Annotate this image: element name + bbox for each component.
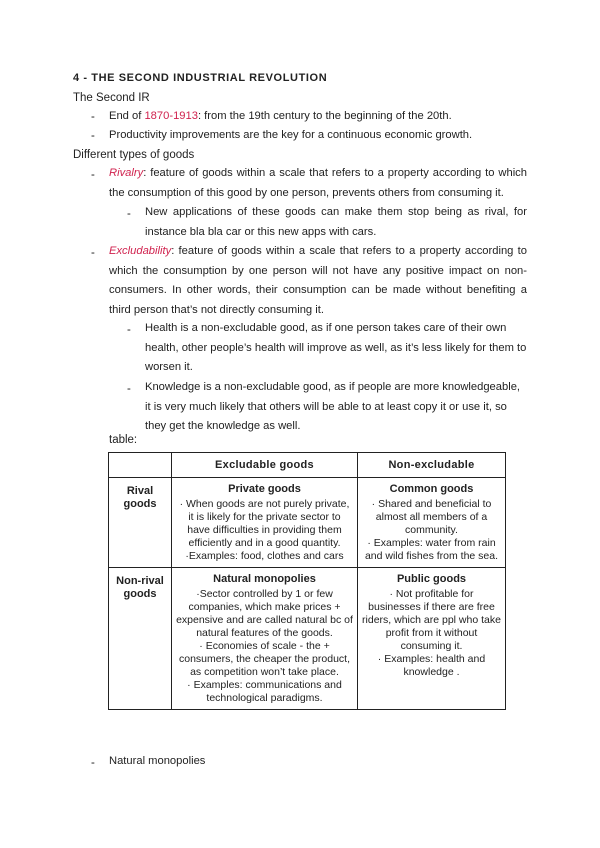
term-rivalry: Rivalry — [109, 167, 144, 179]
bullet-dash: - — [127, 324, 131, 336]
subsection-label: The Second IR — [73, 92, 150, 104]
bullet-dash: - — [91, 130, 95, 142]
subsection-label: Different types of goods — [73, 149, 195, 161]
table-corner-cell — [109, 453, 172, 478]
bullet-dash: - — [91, 757, 95, 769]
table-cell-private: Private goods · When goods are not purely private, it is likely for the private sector to have difficulties in providing them efficiently and in a good quantity. ·Examples: food, clothes and cars — [172, 478, 358, 568]
table-header-row — [109, 453, 506, 478]
list-item: Productivity improvements are the key for a continuous economic growth. — [109, 129, 473, 141]
table-cell-public: Public goods · Not profitable for businesses if there are free riders, which are ppl who take profit from it without consuming it. · Examples: health and knowledge . — [358, 568, 506, 710]
list-item: Rivalry: feature of goods within a scale that refers to a property according to which the consumption of this good by one person, prevents others from consuming it. — [109, 167, 527, 199]
column-header: Non-excludable — [358, 453, 506, 478]
row-header: Non-rival goods — [109, 568, 172, 710]
list-item: Knowledge is a non-excludable good, as if people are more knowledgeable, it is very much likely that others will be able to at least copy it or use it, so they get the knowledge as well. — [145, 381, 521, 432]
date-range: 1870-1913 — [144, 110, 198, 122]
bullet-dash: - — [127, 208, 131, 220]
table-cell-natural: Natural monopolies ·Sector controlled by 1 or few companies, which make prices + expensive and are called natural bc of natural features of the goods. · Economies of scale - the + consumers, the cheaper the product, as competition won’t take place. · Examples: communications and technological paradigms. — [172, 568, 358, 710]
list-item: Health is a non-excludable good, as if one person takes care of their own health, other people’s health will improve as well, as it’s less likely for them to worsen it. — [145, 322, 527, 373]
list-item: End of 1870-1913: from the 19th century to the beginning of the 20th. — [109, 110, 452, 122]
table-caption: table: — [109, 434, 138, 446]
bullet-dash: - — [127, 383, 131, 395]
bullet-dash: - — [91, 247, 95, 259]
table-cell-common: Common goods · Shared and beneficial to almost all members of a community. · Examples: water from rain and wild fishes from the sea. — [358, 478, 506, 568]
row-header: Rival goods — [109, 478, 172, 568]
list-item: Excludability: feature of goods within a scale that refers to a property according to which the consumption by one person will not have any positive impact on non-consumers. In other words, their consumption can be made without benefiting a third person that’s not directly consuming it. — [109, 245, 527, 316]
column-header: Excludable goods — [172, 453, 358, 478]
list-item: New applications of these goods can make them stop being as rival, for instance bla bla car or this new apps with cars. — [145, 206, 527, 238]
section-heading: 4 - THE SECOND INDUSTRIAL REVOLUTION — [73, 72, 328, 84]
list-item: Natural monopolies — [109, 755, 206, 767]
term-excludability: Excludability — [109, 245, 172, 257]
table-row — [109, 478, 506, 568]
goods-table — [108, 452, 506, 710]
bullet-dash: - — [91, 169, 95, 181]
table-row — [109, 568, 506, 710]
bullet-dash: - — [91, 111, 95, 123]
